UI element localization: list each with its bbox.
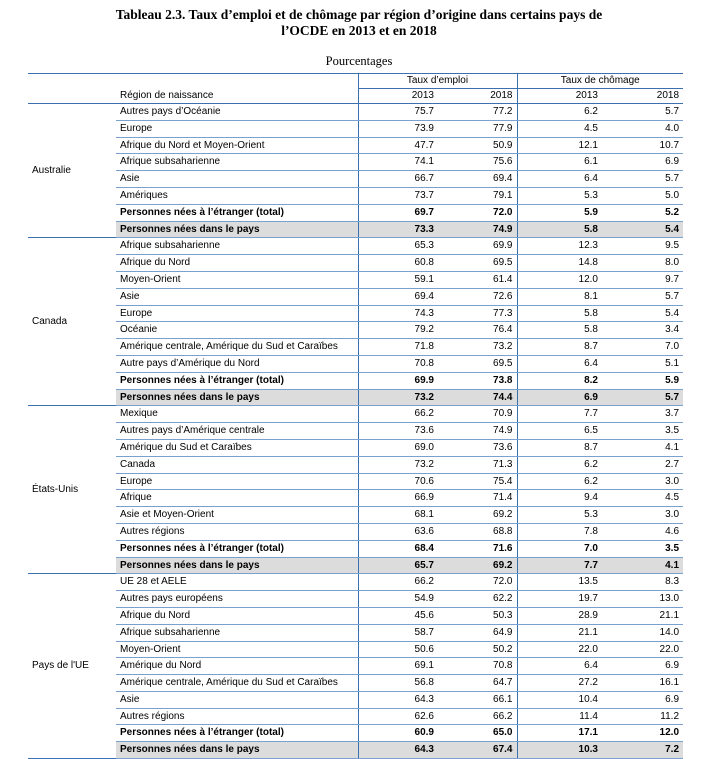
unemployment-rate-cell: 4.6 [602,523,683,540]
unemployment-rate-cell: 3.0 [602,473,683,490]
table-row [28,473,683,490]
unemployment-rate-cell: 13.5 [517,574,602,591]
unemployment-rate-cell: 14.8 [517,255,602,272]
region-cell: Personnes nées dans le pays [116,221,358,238]
region-cell: Personnes nées à l’étranger (total) [116,540,358,557]
unemployment-rate-cell: 3.5 [602,423,683,440]
employment-rate-cell: 72.0 [438,574,517,591]
unemployment-rate-cell: 16.1 [602,675,683,692]
unemployment-rate-cell: 10.3 [517,742,602,759]
header-region: Région de naissance [116,89,358,104]
unemployment-rate-cell: 3.4 [602,322,683,339]
region-cell: Autres régions [116,523,358,540]
table-row [28,591,683,608]
header-year: 2018 [438,89,517,104]
table-row [28,507,683,524]
header-year: 2013 [358,89,438,104]
table-row [28,255,683,272]
unemployment-rate-cell: 4.1 [602,557,683,574]
employment-rate-cell: 54.9 [358,591,438,608]
employment-rate-cell: 69.4 [438,171,517,188]
table-row [28,624,683,641]
region-cell: Afrique du Nord [116,255,358,272]
table-body [28,104,683,759]
unemployment-rate-cell: 9.7 [602,271,683,288]
table-row [28,137,683,154]
unemployment-rate-cell: 7.8 [517,523,602,540]
region-cell: UE 28 et AELE [116,574,358,591]
employment-rate-cell: 62.6 [358,708,438,725]
table-row [28,204,683,221]
region-cell: Asie [116,171,358,188]
table-title [0,7,718,39]
region-cell: Afrique du Nord et Moyen-Orient [116,137,358,154]
region-cell: Europe [116,473,358,490]
unemployment-rate-cell: 12.0 [517,271,602,288]
employment-rate-cell: 66.7 [358,171,438,188]
employment-rate-cell: 64.7 [438,675,517,692]
unemployment-rate-cell: 10.7 [602,137,683,154]
employment-rate-cell: 69.2 [438,507,517,524]
header-blank [116,74,358,89]
unemployment-rate-cell: 3.5 [602,540,683,557]
table-row [28,154,683,171]
unemployment-rate-cell: 9.5 [602,238,683,255]
unemployment-rate-cell: 8.0 [602,255,683,272]
unemployment-rate-cell: 5.7 [602,288,683,305]
unemployment-rate-cell: 6.5 [517,423,602,440]
unemployment-rate-cell: 4.5 [517,120,602,137]
employment-rate-cell: 74.3 [358,305,438,322]
unemployment-rate-cell: 5.7 [602,104,683,121]
unemployment-rate-cell: 7.0 [602,339,683,356]
unemployment-rate-cell: 8.3 [602,574,683,591]
employment-rate-cell: 68.1 [358,507,438,524]
country-label: Pays de l'UE [28,574,116,759]
region-cell: Amériques [116,187,358,204]
employment-rate-cell: 71.3 [438,456,517,473]
employment-rate-cell: 64.3 [358,691,438,708]
table-row [28,355,683,372]
employment-rate-cell: 74.4 [438,389,517,406]
employment-rate-cell: 75.7 [358,104,438,121]
employment-rate-cell: 66.2 [358,574,438,591]
region-cell: Autres régions [116,708,358,725]
employment-rate-cell: 61.4 [438,271,517,288]
unemployment-rate-cell: 6.2 [517,456,602,473]
region-cell: Mexique [116,406,358,423]
table-row [28,288,683,305]
employment-rate-cell: 79.2 [358,322,438,339]
region-cell: Personnes nées dans le pays [116,389,358,406]
region-cell: Europe [116,120,358,137]
table-row [28,305,683,322]
employment-rate-cell: 73.9 [358,120,438,137]
employment-rate-cell: 74.9 [438,423,517,440]
table-row [28,675,683,692]
table-row [28,238,683,255]
table-row [28,523,683,540]
header-blank [28,74,116,89]
unemployment-rate-cell: 7.2 [602,742,683,759]
employment-rate-cell: 50.2 [438,641,517,658]
unemployment-rate-cell: 28.9 [517,607,602,624]
header-taux-emploi: Taux d’emploi [358,74,517,89]
employment-rate-cell: 65.3 [358,238,438,255]
employment-rate-cell: 64.9 [438,624,517,641]
unemployment-rate-cell: 11.2 [602,708,683,725]
unemployment-rate-cell: 6.2 [517,473,602,490]
unemployment-rate-cell: 6.9 [517,389,602,406]
header-taux-chomage: Taux de chômage [517,74,683,89]
unemployment-rate-cell: 3.0 [602,507,683,524]
employment-rate-cell: 73.3 [358,221,438,238]
table-row [28,490,683,507]
region-cell: Amérique centrale, Amérique du Sud et Caraïbes [116,339,358,356]
employment-rate-cell: 73.6 [438,439,517,456]
region-cell: Asie [116,288,358,305]
region-cell: Personnes nées à l’étranger (total) [116,372,358,389]
employment-rate-cell: 74.1 [358,154,438,171]
country-label: États-Unis [28,406,116,574]
table-row [28,104,683,121]
region-cell: Afrique subsaharienne [116,624,358,641]
employment-rate-cell: 69.1 [358,658,438,675]
employment-rate-cell: 70.8 [438,658,517,675]
employment-rate-cell: 69.4 [358,288,438,305]
country-label: Canada [28,238,116,406]
employment-rate-cell: 50.6 [358,641,438,658]
table-row [28,574,683,591]
unemployment-rate-cell: 2.7 [602,456,683,473]
employment-rate-cell: 65.7 [358,557,438,574]
employment-rate-cell: 70.9 [438,406,517,423]
employment-rate-cell: 69.5 [438,255,517,272]
unemployment-rate-cell: 5.3 [517,187,602,204]
region-cell: Amérique du Nord [116,658,358,675]
region-cell: Afrique subsaharienne [116,154,358,171]
unemployment-rate-cell: 6.4 [517,355,602,372]
unemployment-rate-cell: 13.0 [602,591,683,608]
employment-rate-cell: 71.4 [438,490,517,507]
region-cell: Autre pays d’Amérique du Nord [116,355,358,372]
region-cell: Amérique du Sud et Caraïbes [116,439,358,456]
table-row [28,406,683,423]
unemployment-rate-cell: 6.4 [517,171,602,188]
header-blank [28,89,116,104]
employment-rate-cell: 66.2 [358,406,438,423]
region-cell: Afrique subsaharienne [116,238,358,255]
employment-rate-cell: 66.2 [438,708,517,725]
table-title-line-2: l’OCDE en 2013 et en 2018 [281,23,437,38]
region-cell: Afrique du Nord [116,607,358,624]
unemployment-rate-cell: 4.1 [602,439,683,456]
unemployment-rate-cell: 6.9 [602,154,683,171]
unemployment-rate-cell: 5.0 [602,187,683,204]
table-title-line-1: Tableau 2.3. Taux d’emploi et de chômage par région d’origine dans certains pays de [115,7,603,22]
employment-rate-cell: 73.8 [438,372,517,389]
unemployment-rate-cell: 7.7 [517,557,602,574]
employment-rate-cell: 76.4 [438,322,517,339]
header-year: 2013 [517,89,602,104]
employment-rate-cell: 70.8 [358,355,438,372]
region-cell: Moyen-Orient [116,271,358,288]
unemployment-rate-cell: 5.8 [517,305,602,322]
region-cell: Amérique centrale, Amérique du Sud et Caraïbes [116,675,358,692]
employment-rate-cell: 65.0 [438,725,517,742]
employment-rate-cell: 69.9 [358,372,438,389]
employment-rate-cell: 75.6 [438,154,517,171]
employment-rate-cell: 71.6 [438,540,517,557]
region-cell: Asie [116,691,358,708]
employment-rate-cell: 60.8 [358,255,438,272]
table-row [28,658,683,675]
table-row [28,187,683,204]
unemployment-rate-cell: 5.7 [602,171,683,188]
employment-rate-cell: 58.7 [358,624,438,641]
unemployment-rate-cell: 5.8 [517,221,602,238]
employment-rate-cell: 71.8 [358,339,438,356]
unemployment-rate-cell: 5.9 [602,372,683,389]
table-row [28,339,683,356]
employment-rate-cell: 45.6 [358,607,438,624]
employment-rate-cell: 47.7 [358,137,438,154]
table-row [28,742,683,759]
region-cell: Autres pays d’Océanie [116,104,358,121]
unemployment-rate-cell: 9.4 [517,490,602,507]
table-row [28,540,683,557]
employment-rate-cell: 69.7 [358,204,438,221]
table-row [28,423,683,440]
header-group-row [28,74,683,89]
unemployment-rate-cell: 6.4 [517,658,602,675]
employment-rate-cell: 68.8 [438,523,517,540]
region-cell: Personnes nées dans le pays [116,742,358,759]
unemployment-rate-cell: 11.4 [517,708,602,725]
region-cell: Asie et Moyen-Orient [116,507,358,524]
region-cell: Moyen-Orient [116,641,358,658]
region-cell: Océanie [116,322,358,339]
employment-rate-cell: 77.9 [438,120,517,137]
region-cell: Personnes nées à l’étranger (total) [116,204,358,221]
unemployment-rate-cell: 6.1 [517,154,602,171]
unemployment-rate-cell: 6.9 [602,658,683,675]
employment-rate-cell: 77.3 [438,305,517,322]
unemployment-rate-cell: 21.1 [517,624,602,641]
table-row [28,221,683,238]
employment-rate-cell: 67.4 [438,742,517,759]
employment-rate-cell: 69.0 [358,439,438,456]
table-subtitle: Pourcentages [325,54,393,68]
table-row [28,456,683,473]
unemployment-rate-cell: 21.1 [602,607,683,624]
table-row [28,708,683,725]
employment-rate-cell: 75.4 [438,473,517,490]
employment-rate-cell: 72.6 [438,288,517,305]
unemployment-rate-cell: 8.2 [517,372,602,389]
employment-rate-cell: 56.8 [358,675,438,692]
employment-rate-cell: 66.1 [438,691,517,708]
unemployment-rate-cell: 4.0 [602,120,683,137]
unemployment-rate-cell: 5.1 [602,355,683,372]
unemployment-rate-cell: 19.7 [517,591,602,608]
unemployment-rate-cell: 8.1 [517,288,602,305]
header-column-row [28,89,683,104]
employment-rate-cell: 70.6 [358,473,438,490]
region-cell: Autres pays européens [116,591,358,608]
employment-rate-cell: 60.9 [358,725,438,742]
region-cell: Personnes nées dans le pays [116,557,358,574]
region-cell: Europe [116,305,358,322]
unemployment-rate-cell: 5.4 [602,221,683,238]
employment-rate-cell: 73.6 [358,423,438,440]
country-label: Australie [28,104,116,238]
unemployment-rate-cell: 8.7 [517,339,602,356]
table-row [28,691,683,708]
unemployment-rate-cell: 27.2 [517,675,602,692]
unemployment-rate-cell: 5.8 [517,322,602,339]
table-row [28,389,683,406]
employment-rate-cell: 64.3 [358,742,438,759]
region-cell: Afrique [116,490,358,507]
unemployment-rate-cell: 12.3 [517,238,602,255]
unemployment-rate-cell: 5.9 [517,204,602,221]
unemployment-rate-cell: 22.0 [517,641,602,658]
employment-rate-cell: 73.2 [358,456,438,473]
unemployment-rate-cell: 7.7 [517,406,602,423]
employment-rate-cell: 73.2 [438,339,517,356]
unemployment-rate-cell: 5.2 [602,204,683,221]
table-row [28,372,683,389]
table-row [28,171,683,188]
table-row [28,557,683,574]
header-year: 2018 [602,89,683,104]
employment-rate-cell: 50.3 [438,607,517,624]
unemployment-rate-cell: 12.1 [517,137,602,154]
employment-rate-cell: 66.9 [358,490,438,507]
unemployment-rate-cell: 12.0 [602,725,683,742]
unemployment-rate-cell: 5.3 [517,507,602,524]
employment-rate-cell: 73.7 [358,187,438,204]
employment-rate-cell: 72.0 [438,204,517,221]
unemployment-rate-cell: 7.0 [517,540,602,557]
unemployment-rate-cell: 3.7 [602,406,683,423]
region-cell: Canada [116,456,358,473]
unemployment-rate-cell: 5.4 [602,305,683,322]
table-row [28,322,683,339]
employment-rate-cell: 69.5 [438,355,517,372]
table-row [28,607,683,624]
unemployment-rate-cell: 5.7 [602,389,683,406]
table-row [28,439,683,456]
employment-rate-cell: 59.1 [358,271,438,288]
employment-rate-cell: 69.2 [438,557,517,574]
employment-rate-cell: 50.9 [438,137,517,154]
table-row [28,641,683,658]
employment-rate-cell: 77.2 [438,104,517,121]
employment-table [28,73,683,759]
unemployment-rate-cell: 17.1 [517,725,602,742]
unemployment-rate-cell: 6.2 [517,104,602,121]
region-cell: Personnes nées à l’étranger (total) [116,725,358,742]
region-cell: Autres pays d’Amérique centrale [116,423,358,440]
employment-rate-cell: 69.9 [438,238,517,255]
unemployment-rate-cell: 22.0 [602,641,683,658]
employment-rate-cell: 79.1 [438,187,517,204]
unemployment-rate-cell: 8.7 [517,439,602,456]
unemployment-rate-cell: 10.4 [517,691,602,708]
employment-rate-cell: 74.9 [438,221,517,238]
unemployment-rate-cell: 14.0 [602,624,683,641]
employment-rate-cell: 68.4 [358,540,438,557]
employment-rate-cell: 62.2 [438,591,517,608]
employment-rate-cell: 73.2 [358,389,438,406]
unemployment-rate-cell: 6.9 [602,691,683,708]
employment-rate-cell: 63.6 [358,523,438,540]
unemployment-rate-cell: 4.5 [602,490,683,507]
table-row [28,120,683,137]
table-row [28,271,683,288]
